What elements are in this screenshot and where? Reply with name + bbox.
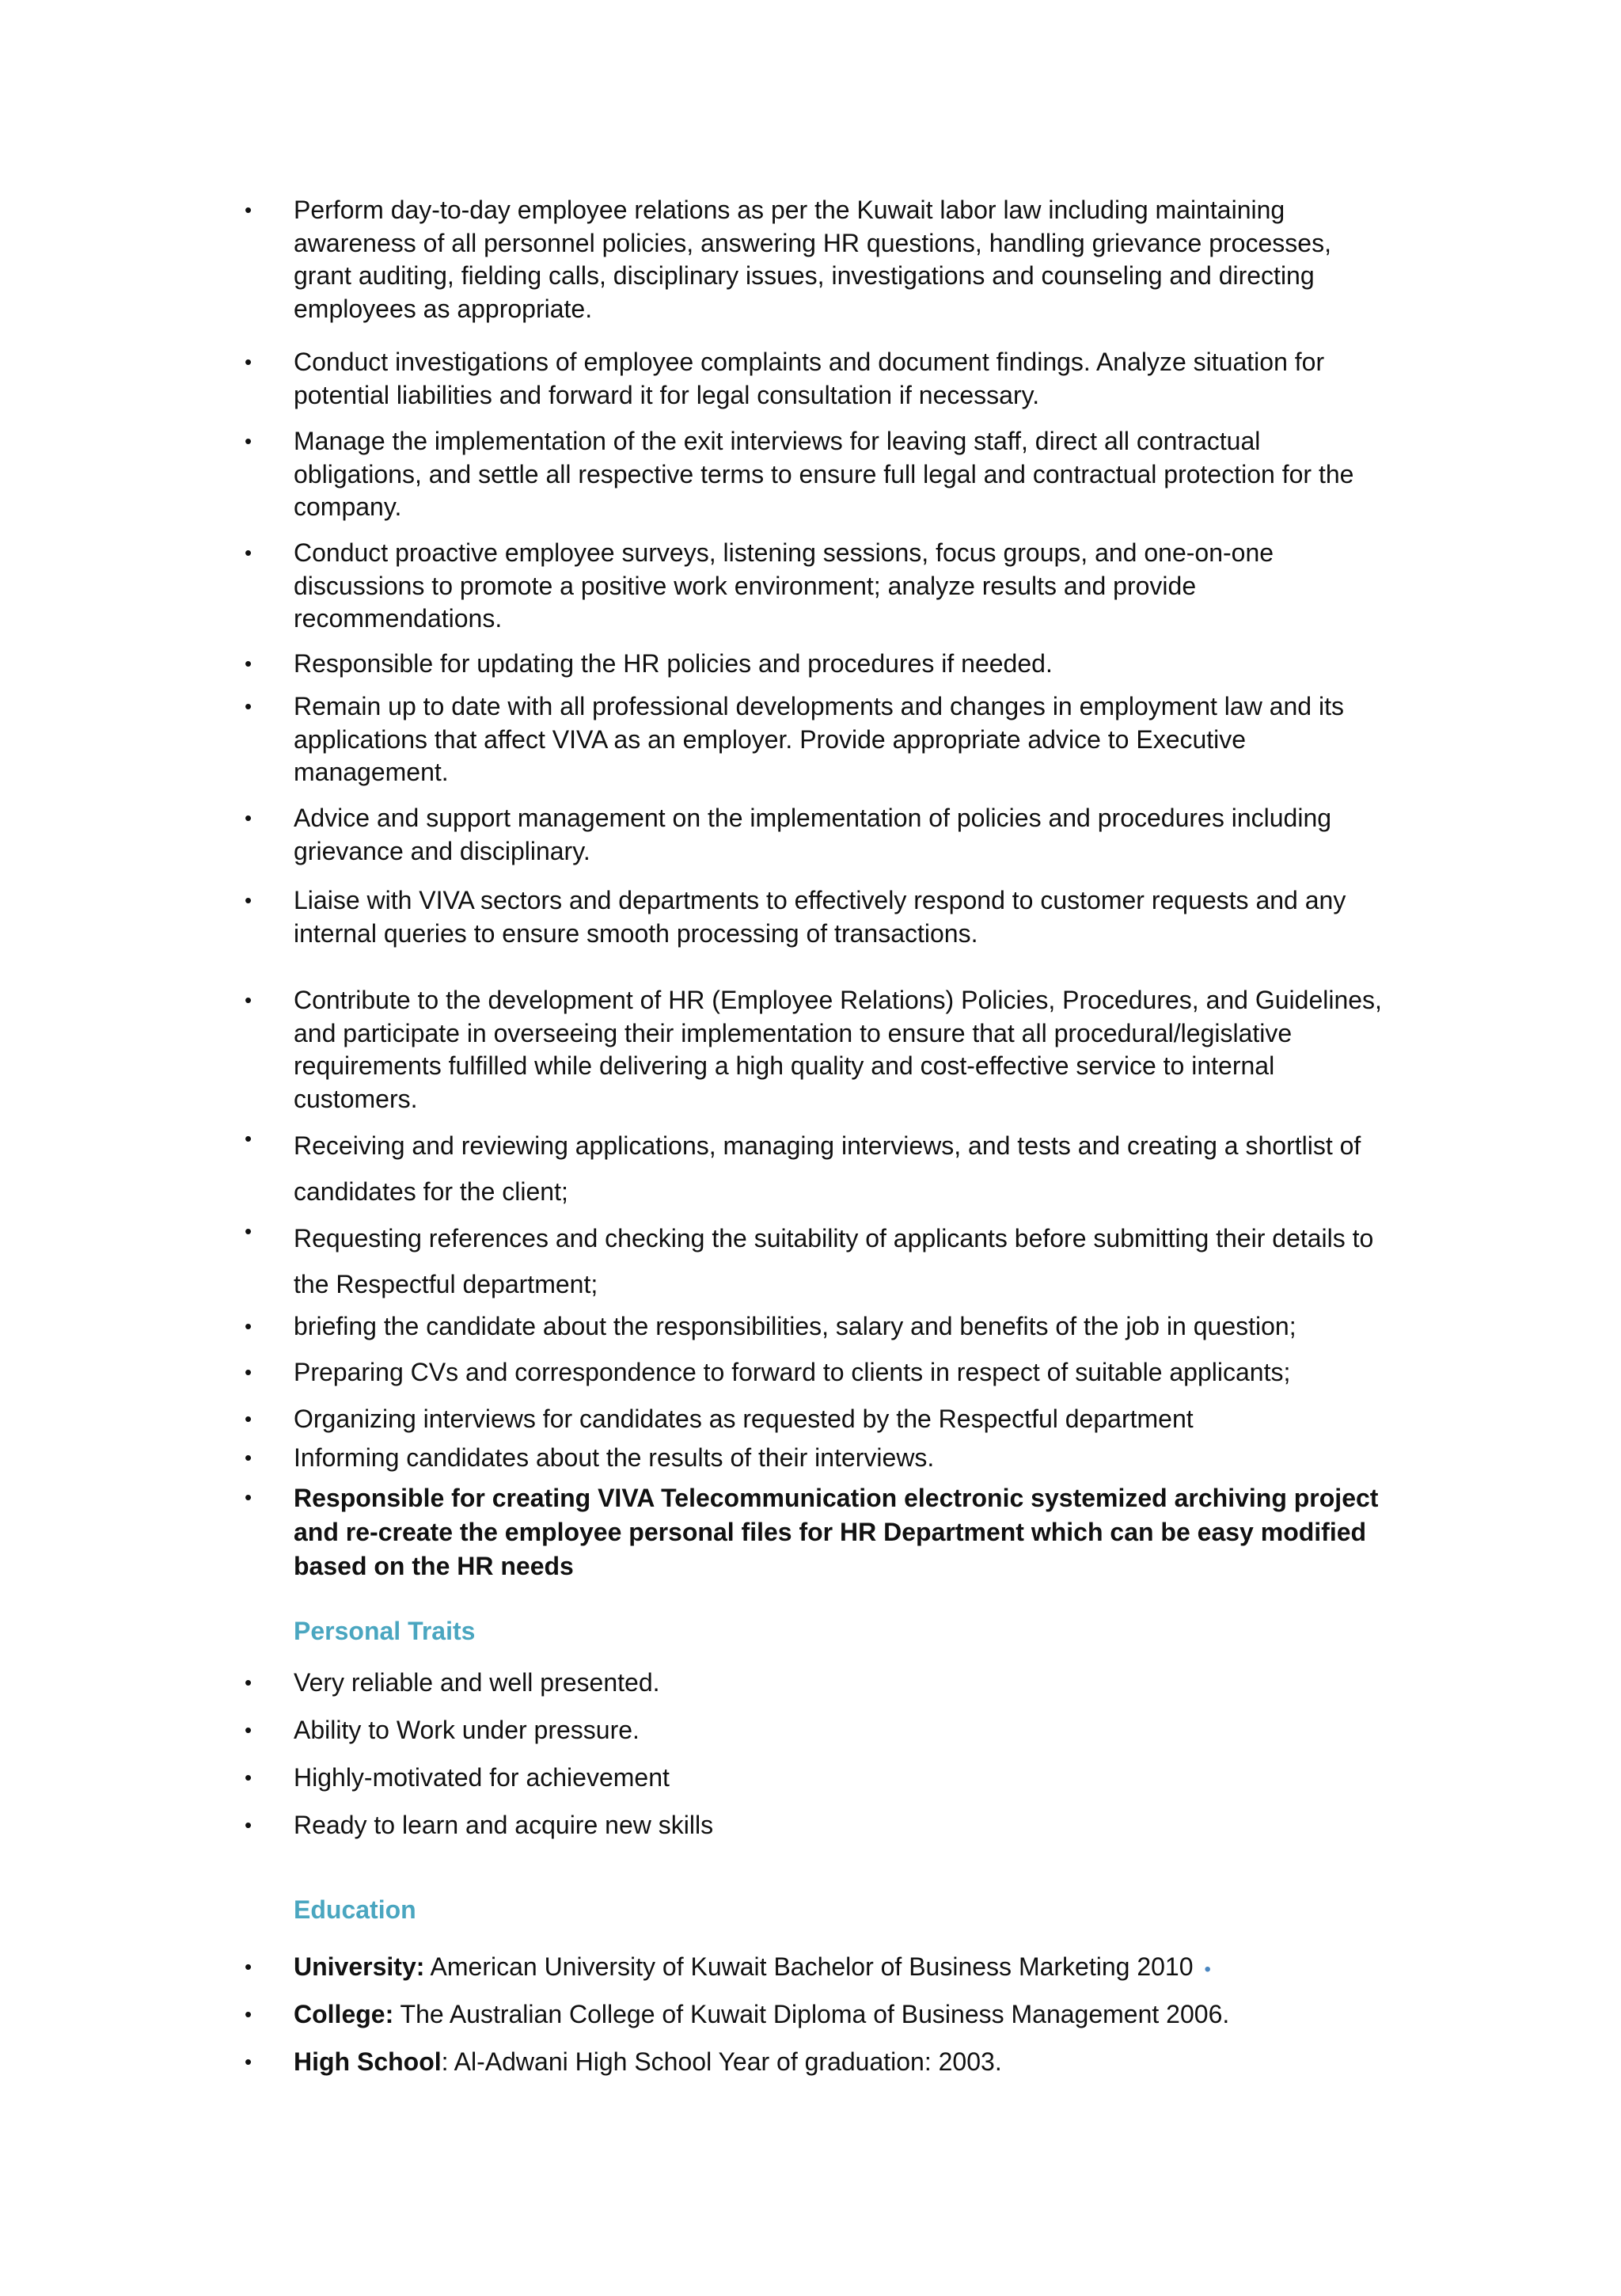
list-item-text: Liaise with VIVA sectors and departments to effectively respond to customer requests and any internal queries to ensure smooth processing of transactions. bbox=[294, 886, 1346, 948]
bullet: • bbox=[245, 2002, 252, 2026]
bullet: • bbox=[245, 806, 252, 830]
education-label: College: bbox=[294, 2000, 394, 2028]
list-item-text: Conduct proactive employee surveys, listening sessions, focus groups, and one-on-one discussions to promote a positive work environment; analyze results and provide recommendations. bbox=[294, 538, 1274, 633]
list-item-text: Requesting references and checking the suitability of applicants before submitting their details to the Respectful department; bbox=[294, 1224, 1374, 1298]
list-item-text: Perform day-to-day employee relations as per the Kuwait labor law including maintaining awareness of all personnel policies, answering HR questions, handling grievance processes, grant auditing, fielding calls, disciplinary issues, investigations and counseling and directing employees as appropriate. bbox=[294, 196, 1331, 323]
list-item-text: Preparing CVs and correspondence to forward to clients in respect of suitable applicants; bbox=[294, 1358, 1291, 1386]
personal-traits-heading: Personal Traits bbox=[294, 1617, 476, 1645]
list-item-text: Advice and support management on the implementation of policies and procedures including grievance and disciplinary. bbox=[294, 804, 1332, 865]
bullet: • bbox=[245, 1671, 252, 1694]
education-heading: Education bbox=[294, 1895, 416, 1924]
education-detail: American University of Kuwait Bachelor of Business Marketing 2010 bbox=[424, 1952, 1194, 1981]
bullet: • bbox=[245, 1360, 252, 1384]
bullet: • bbox=[245, 2050, 252, 2074]
bullet: • bbox=[245, 1407, 252, 1431]
bullet: • bbox=[245, 1485, 252, 1509]
bullet: • bbox=[245, 1446, 252, 1469]
bullet: • bbox=[245, 198, 252, 222]
list-item-text: Ready to learn and acquire new skills bbox=[294, 1811, 714, 1839]
trailing-dot: • bbox=[1204, 1959, 1211, 1980]
bullet: • bbox=[245, 1766, 252, 1789]
education-detail: The Australian College of Kuwait Diploma of Business Management 2006. bbox=[393, 2000, 1230, 2028]
list-item-text: Ability to Work under pressure. bbox=[294, 1716, 640, 1744]
bullet: • bbox=[245, 694, 252, 718]
bullet: • bbox=[245, 1314, 252, 1338]
list-item-text: Organizing interviews for candidates as requested by the Respectful department bbox=[294, 1405, 1194, 1433]
list-item-text: Informing candidates about the results of their interviews. bbox=[294, 1443, 935, 1472]
list-item-text: Remain up to date with all professional developments and changes in employment law and its applications that affect VIVA as an employer. Provide appropriate advice to Executive management. bbox=[294, 692, 1344, 786]
bullet: • bbox=[245, 429, 252, 453]
bullet: • bbox=[245, 988, 252, 1012]
list-item-text bbox=[294, 1998, 1386, 2032]
list-item-text: Highly-motivated for achievement bbox=[294, 1763, 670, 1792]
list-item-text: Responsible for creating VIVA Telecommunication electronic systemized archiving project and re-create the employee personal files for HR Department which can be easy modified based on the HR needs bbox=[294, 1484, 1379, 1580]
list-item-text: Manage the implementation of the exit interviews for leaving staff, direct all contractual obligations, and settle all respective terms to ensure full legal and contractual protection for the company. bbox=[294, 427, 1354, 521]
list-item-text: Contribute to the development of HR (Employee Relations) Policies, Procedures, and Guidelines, and participate in overseeing their implementation to ensure that all procedural/legislative requirements fulfilled while delivering a high quality and cost-effective service to internal customers. bbox=[294, 986, 1382, 1113]
list-item-text: Receiving and reviewing applications, managing interviews, and tests and creating a shortlist of candidates for the client; bbox=[294, 1131, 1361, 1206]
bullet: • bbox=[245, 1127, 252, 1150]
education-label: University: bbox=[294, 1952, 425, 1981]
list-item-text: Conduct investigations of employee complaints and document findings. Analyze situation for potential liabilities and forward it for legal consultation if necessary. bbox=[294, 348, 1325, 409]
list-item-text: Responsible for updating the HR policies and procedures if needed. bbox=[294, 649, 1053, 678]
bullet: • bbox=[245, 1955, 252, 1979]
education-label: High School bbox=[294, 2047, 442, 2076]
bullet: • bbox=[245, 652, 252, 675]
list-item-text: Very reliable and well presented. bbox=[294, 1668, 660, 1697]
list-item-text bbox=[294, 2046, 1386, 2079]
bullet: • bbox=[245, 350, 252, 374]
bullet: • bbox=[245, 1718, 252, 1742]
bullet: • bbox=[245, 1219, 252, 1243]
list-item-text: briefing the candidate about the responsibilities, salary and benefits of the job in question; bbox=[294, 1312, 1296, 1340]
bullet: • bbox=[245, 541, 252, 564]
bullet: • bbox=[245, 888, 252, 912]
bullet: • bbox=[245, 1813, 252, 1837]
education-detail: : Al-Adwani High School Year of graduation: 2003. bbox=[441, 2047, 1002, 2076]
list-item-text bbox=[294, 1951, 1386, 1986]
